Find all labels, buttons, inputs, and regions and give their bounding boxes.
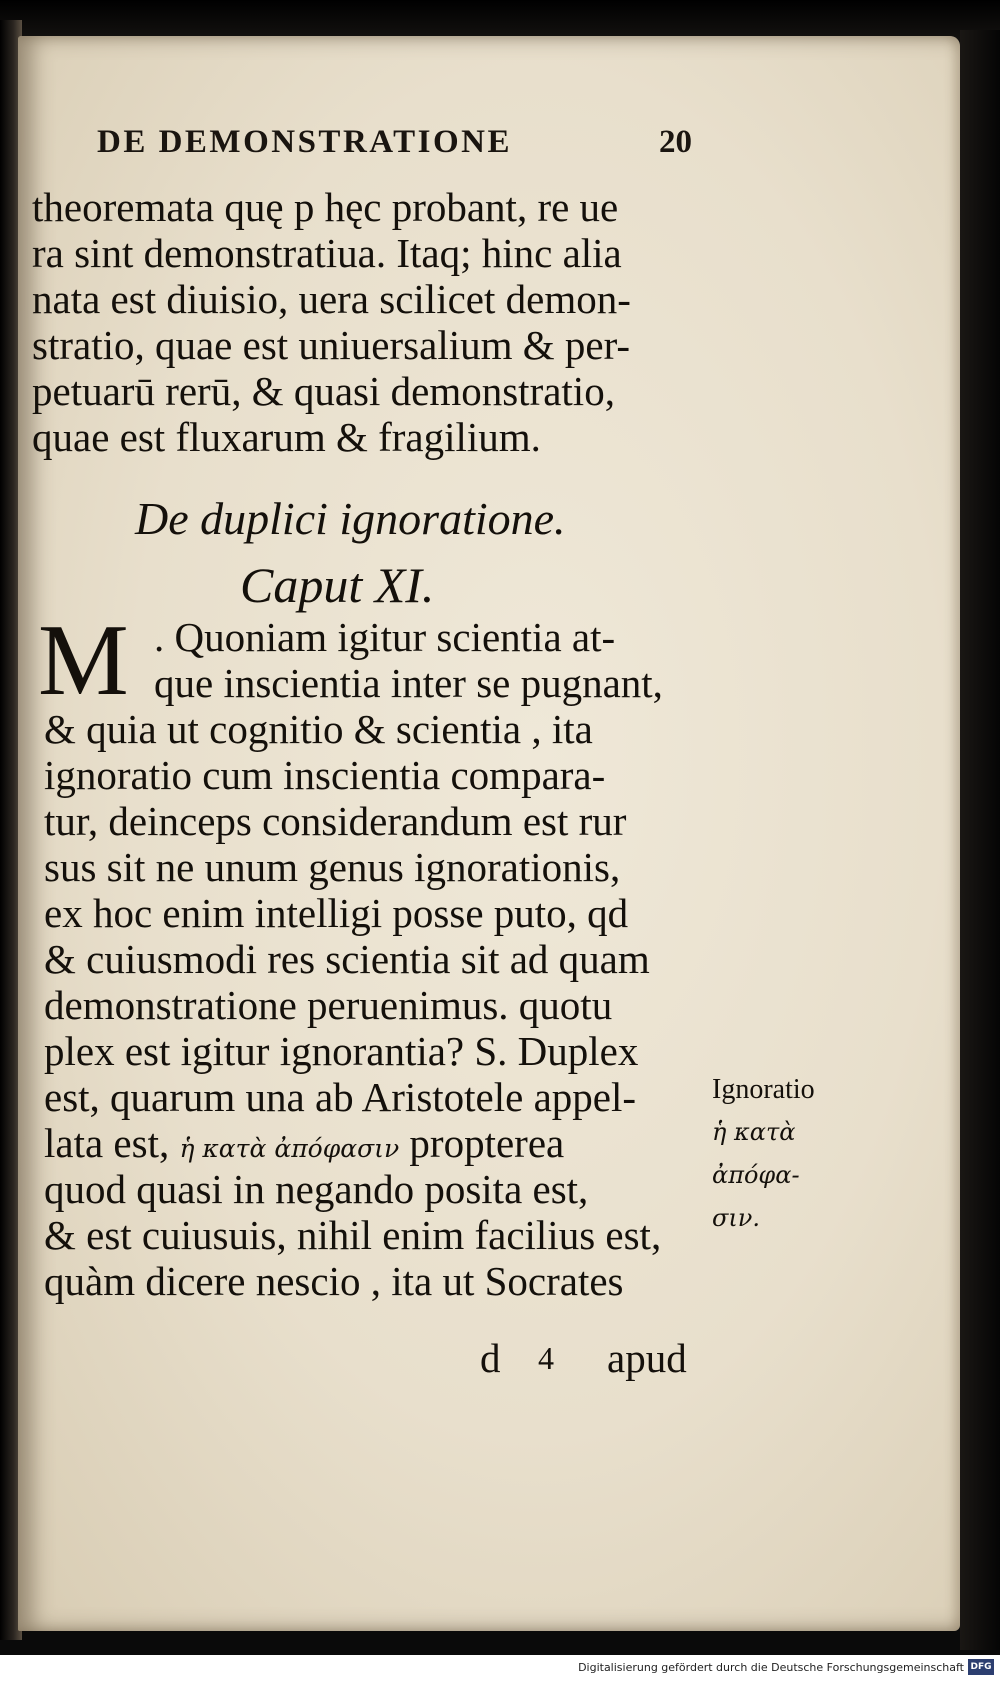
text-line: ex hoc enim intelligi posse puto, qd <box>44 890 629 936</box>
text-fragment: propterea <box>399 1120 565 1166</box>
chapter-body-text <box>44 614 724 1304</box>
book-right-edge <box>960 30 1000 1650</box>
text-line: stratio, quae est uniuersalium & per- <box>32 322 631 368</box>
text-line: & quia ut cognitio & scientia , ita <box>44 706 593 752</box>
chapter-heading: Caput XI. <box>240 557 435 613</box>
marginal-note-latin: Ignoratio <box>712 1074 815 1105</box>
text-line: ra sint demonstratiua. Itaq; hinc alia <box>32 230 622 276</box>
text-line: petuarū rerū, & quasi demonstratio, <box>32 368 615 414</box>
marginal-note <box>712 1068 815 1240</box>
signature-mark: d <box>480 1335 501 1381</box>
marginal-note-greek-line: ἡ κατὰ <box>712 1118 796 1146</box>
text-line: tur, deinceps considerandum est rur <box>44 798 627 844</box>
text-line: . Quoniam igitur scientia at- <box>154 614 616 660</box>
text-line: que inscientia inter se pugnant, <box>154 660 663 706</box>
page-header <box>97 124 692 168</box>
text-line: plex est igitur ignorantia? S. Duplex <box>44 1028 639 1074</box>
drop-capital: M <box>38 604 129 717</box>
folio-number: 20 <box>659 124 692 160</box>
text-line: quàm dicere nescio , ita ut Socrates <box>44 1258 624 1304</box>
text-line: & cuiusmodi res scientia sit ad quam <box>44 936 650 982</box>
text-line: est, quarum una ab Aristotele appel- <box>44 1074 637 1120</box>
book-top-edge <box>0 0 1000 40</box>
text-line: demonstratione peruenimus. quotu <box>44 982 613 1028</box>
signature-number: 4 <box>538 1340 554 1376</box>
funding-credit: Digitalisierung gefördert durch die Deutsche Forschungsgemeinschaft <box>578 1661 964 1674</box>
text-fragment: lata est, <box>44 1120 180 1166</box>
digitization-footer <box>0 1655 1000 1681</box>
text-line: sus sit ne unum genus ignorationis, <box>44 844 621 890</box>
running-head: DE DEMONSTRATIONE <box>97 124 513 160</box>
greek-phrase: ἡ κατὰ ἀπόφασιν <box>179 1134 400 1163</box>
marginal-note-greek-line: ἀπόφα- <box>712 1161 800 1189</box>
text-line-with-greek <box>44 1120 724 1166</box>
catchword: apud <box>607 1335 687 1381</box>
marginal-note-greek-line: σιν. <box>712 1204 761 1232</box>
text-line: ignoratio cum inscientia compara- <box>44 752 606 798</box>
text-line: & est cuiusuis, nihil enim facilius est, <box>44 1212 662 1258</box>
text-line: theoremata quę p hęc probant, re ue <box>32 184 619 230</box>
section-title: De duplici ignoratione. <box>135 493 566 544</box>
text-line: nata est diuisio, uera scilicet demon- <box>32 276 631 322</box>
dfg-logo: DFG <box>968 1659 994 1675</box>
text-line: quae est fluxarum & fragilium. <box>32 414 541 460</box>
paragraph-continuation <box>32 184 712 460</box>
text-line: quod quasi in negando posita est, <box>44 1166 589 1212</box>
